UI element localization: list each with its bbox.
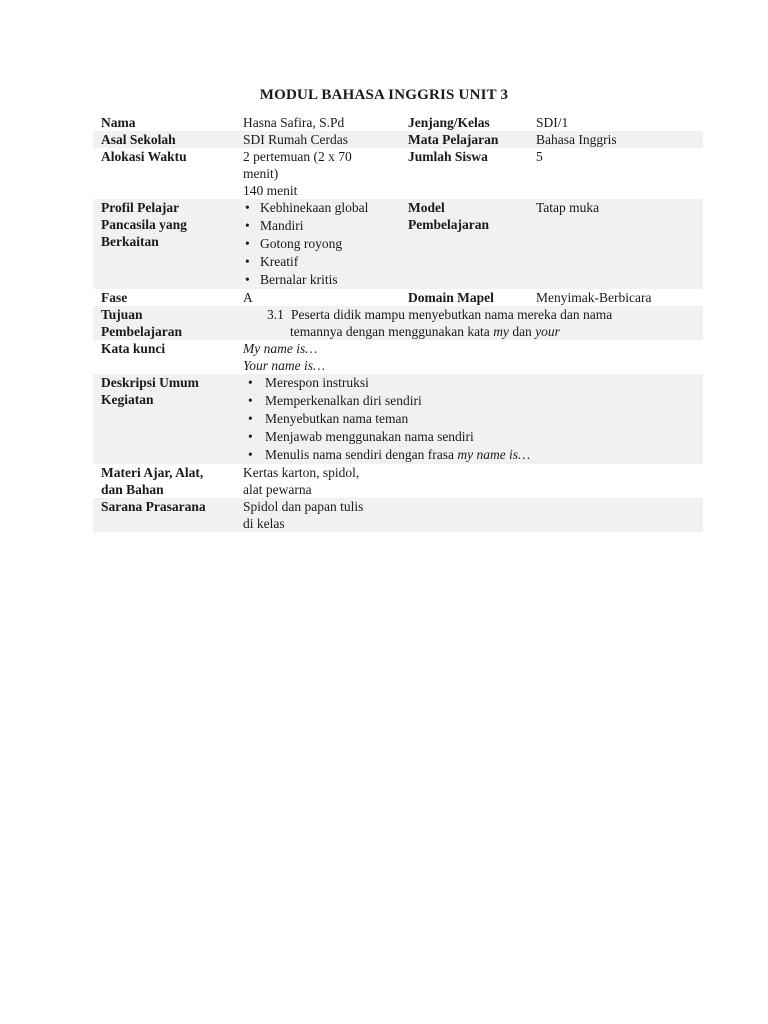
value-asal-sekolah: SDI Rumah Cerdas: [243, 132, 348, 147]
value-sarana-prasarana: [243, 498, 406, 532]
value-fase: A: [243, 290, 253, 305]
label-alokasi-waktu: Alokasi Waktu: [101, 149, 187, 164]
table-row-nama: [93, 114, 703, 131]
list-item: • Menjawab menggunakan nama sendiri: [248, 429, 474, 444]
deskripsi-label-line-2: Kegiatan: [101, 392, 154, 407]
list-item: • Kebhinekaan global: [245, 200, 369, 215]
value-kata-kunci: [243, 340, 703, 374]
alokasi-line-2: menit): [243, 166, 279, 181]
label-deskripsi-kegiatan: [93, 374, 243, 464]
table-row-materi: [93, 464, 703, 498]
bullet-icon: •: [245, 236, 250, 251]
list-item: • Gotong royong: [245, 236, 343, 251]
model-label-line-1: Model: [408, 200, 445, 215]
alokasi-line-1: 2 pertemuan (2 x 70: [243, 149, 352, 164]
bullet-icon: •: [248, 393, 253, 408]
goal-number: 3.1: [267, 307, 284, 322]
value-mata-pelajaran: Bahasa Inggris: [536, 132, 617, 147]
label-nama: Nama: [101, 115, 136, 130]
bullet-icon: •: [245, 218, 250, 233]
materi-line-1: Kertas karton, spidol,: [243, 465, 360, 480]
bullet-icon: •: [248, 429, 253, 444]
goal-line-2-mid: dan: [508, 324, 536, 339]
list-item: • Mandiri: [245, 218, 304, 233]
label-fase: Fase: [101, 290, 128, 305]
materi-line-2: alat pewarna: [243, 482, 312, 497]
keyword-line-2: Your name is…: [243, 358, 326, 373]
bullet-icon: •: [248, 411, 253, 426]
table-row-sarana: [93, 498, 703, 532]
document-title: MODUL BAHASA INGGRIS UNIT 3: [259, 87, 509, 103]
list-item: • Kreatif: [245, 254, 299, 269]
label-asal-sekolah: Asal Sekolah: [101, 132, 176, 147]
label-domain-mapel: Domain Mapel: [408, 290, 494, 305]
value-domain-mapel: Menyimak-Berbicara: [536, 290, 652, 305]
list-item: • Menyebutkan nama teman: [248, 411, 409, 426]
table-row-fase: [93, 289, 703, 306]
deskripsi-list-cell: [243, 374, 703, 464]
goal-line-2-plain: temannya dengan menggunakan kata: [290, 324, 494, 339]
goal-keyword-your: your: [535, 324, 560, 339]
tujuan-label-line-2: Pembelajaran: [101, 324, 182, 339]
profil-bullet-list: [243, 199, 402, 289]
goal-line-1: Peserta didik mampu menyebutkan nama mereka dan nama: [291, 307, 613, 322]
value-jenjang-kelas: SDI/1: [536, 115, 569, 130]
value-model-pembelajaran: Tatap muka: [536, 200, 600, 215]
keyword-line-1: My name is…: [243, 341, 318, 356]
table-row-alokasi-waktu: [93, 148, 703, 199]
label-model-pembelajaran: [406, 199, 534, 289]
phrase-my-name-is: my name is…: [457, 447, 531, 462]
label-jumlah-siswa: Jumlah Siswa: [408, 149, 488, 164]
deskripsi-label-line-1: Deskripsi Umum: [101, 375, 199, 390]
label-sarana-prasarana: Sarana Prasarana: [101, 499, 206, 514]
model-label-line-2: Pembelajaran: [408, 217, 489, 232]
label-profil-pelajar: [93, 199, 243, 289]
label-mata-pelajaran: Mata Pelajaran: [408, 132, 499, 147]
table-row-kata-kunci: [93, 340, 703, 374]
learning-goal-item: [243, 306, 699, 340]
label-materi-ajar: [93, 464, 243, 498]
label-jenjang-kelas: Jenjang/Kelas: [408, 115, 490, 130]
table-row-asal-sekolah: [93, 131, 703, 148]
tujuan-content: [243, 306, 703, 340]
profil-label-line-3: Berkaitan: [101, 234, 159, 249]
bullet-icon: •: [245, 272, 250, 287]
bullet-icon: •: [248, 375, 253, 390]
deskripsi-bullet-list: [243, 374, 699, 464]
sarana-line-2: di kelas: [243, 516, 285, 531]
table-row-profil-pelajar: [93, 199, 703, 289]
bullet-icon: •: [245, 200, 250, 215]
value-alokasi-waktu: [243, 148, 406, 199]
alokasi-line-3: 140 menit: [243, 183, 298, 198]
table-row-deskripsi: [93, 374, 703, 464]
profil-label-line-2: Pancasila yang: [101, 217, 187, 232]
list-item: • Merespon instruksi: [248, 375, 369, 390]
goal-keyword-my: my: [493, 324, 509, 339]
value-materi-ajar: [243, 464, 406, 498]
table-row-tujuan: [93, 306, 703, 340]
materi-label-line-1: Materi Ajar, Alat,: [101, 465, 204, 480]
tujuan-label-line-1: Tujuan: [101, 307, 143, 322]
materi-label-line-2: dan Bahan: [101, 482, 164, 497]
list-item: • Memperkenalkan diri sendiri: [248, 393, 422, 408]
profil-list-cell: [243, 199, 406, 289]
list-item: • Menulis nama sendiri dengan frasa my name is…: [248, 447, 531, 462]
value-nama: Hasna Safira, S.Pd: [243, 115, 345, 130]
bullet-icon: •: [248, 447, 253, 462]
profil-label-line-1: Profil Pelajar: [101, 200, 180, 215]
list-item: • Bernalar kritis: [245, 272, 338, 287]
value-jumlah-siswa: 5: [536, 149, 543, 164]
bullet-icon: •: [245, 254, 250, 269]
label-kata-kunci: Kata kunci: [101, 341, 166, 356]
label-tujuan-pembelajaran: [93, 306, 243, 340]
module-info-table: [93, 114, 703, 532]
sarana-line-1: Spidol dan papan tulis: [243, 499, 364, 514]
